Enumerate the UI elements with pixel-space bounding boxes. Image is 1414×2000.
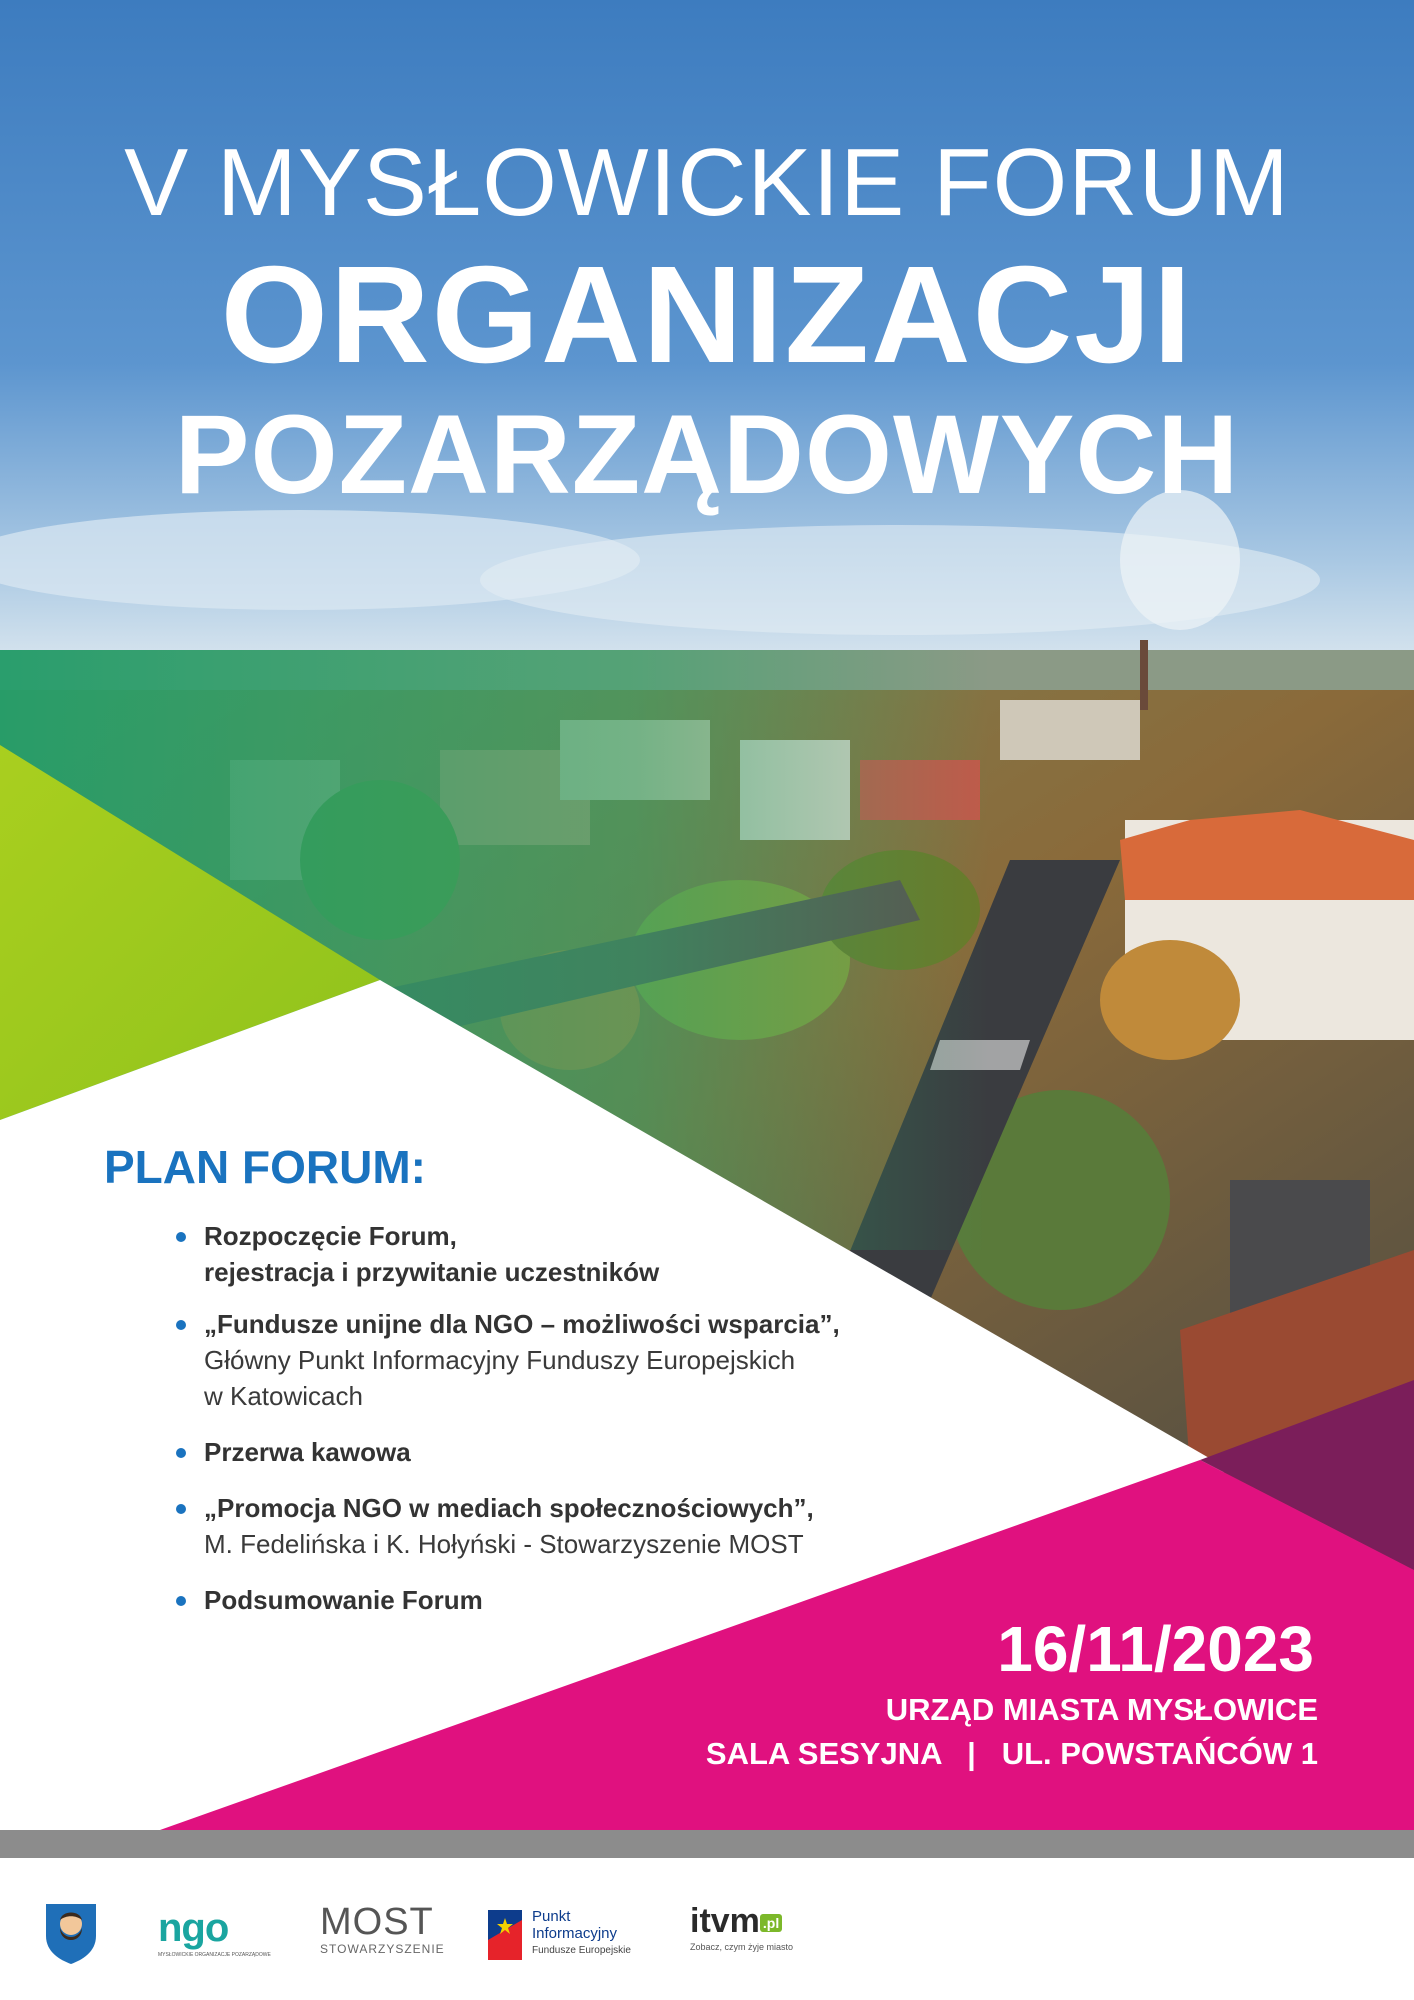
footer-logos [0,1858,1414,2000]
schedule-title-cont: rejestracja i przywitanie uczestników [204,1257,660,1287]
punkt-informacyjny-logo [488,1906,648,1966]
schedule-detail: M. Fedelińska i K. Hołyński - Stowarzyszenie MOST [204,1529,804,1559]
title-line-2: ORGANIZACJI [220,238,1194,392]
punkt-line-1: Punkt [532,1908,571,1925]
bullet-dot-icon [176,1504,186,1514]
eu-funds-icon [488,1910,522,1960]
footer-divider [0,1830,1414,1858]
schedule-title: Przerwa kawowa [204,1437,411,1467]
bullet-dot-icon [176,1448,186,1458]
itvm-logo-caption: Zobacz, czym żyje miasto [690,1942,794,1953]
ngo-logo [158,1906,271,1958]
title-line-1: V MYSŁOWICKIE FORUM [124,129,1290,236]
schedule-title: Podsumowanie Forum [204,1585,483,1615]
itvm-logo [690,1902,820,1952]
ngo-logo-text: ngo [158,1906,229,1950]
schedule-detail: Główny Punkt Informacyjny Funduszy Europejskich [204,1345,796,1375]
plan-heading: PLAN FORUM: [104,1141,426,1193]
itvm-logo-suffix: .pl [760,1914,782,1932]
most-logo-caption: STOWARZYSZENIE [320,1942,445,1956]
most-logo-text: MOST [320,1901,434,1943]
schedule-title: Rozpoczęcie Forum, [204,1221,457,1251]
city-crest-icon [42,1900,100,1966]
bullet-dot-icon [176,1596,186,1606]
event-venue [706,1688,1318,1776]
most-logo [320,1901,445,1956]
bullet-dot-icon [176,1232,186,1242]
schedule-title: „Promocja NGO w mediach społecznościowych”, [204,1493,814,1523]
schedule-title: „Fundusze unijne dla NGO – możliwości wsparcia”, [204,1309,840,1339]
title-line-3: POZARZĄDOWYCH [174,392,1240,517]
bullet-dot-icon [176,1320,186,1330]
event-date: 16/11/2023 [997,1613,1314,1685]
punkt-line-2: Informacyjny [532,1925,618,1942]
punkt-line-3: Fundusze Europejskie [532,1945,631,1956]
schedule-detail: w Katowicach [204,1381,363,1411]
event-room: SALA SESYJNA | UL. POWSTAŃCÓW 1 [705,1736,1318,1771]
ngo-logo-caption: MYSŁOWICKIE ORGANIZACJE POZARZĄDOWE [158,1952,271,1958]
event-place: URZĄD MIASTA MYSŁOWICE [885,1692,1318,1727]
itvm-logo-text: itvm [690,1902,760,1940]
